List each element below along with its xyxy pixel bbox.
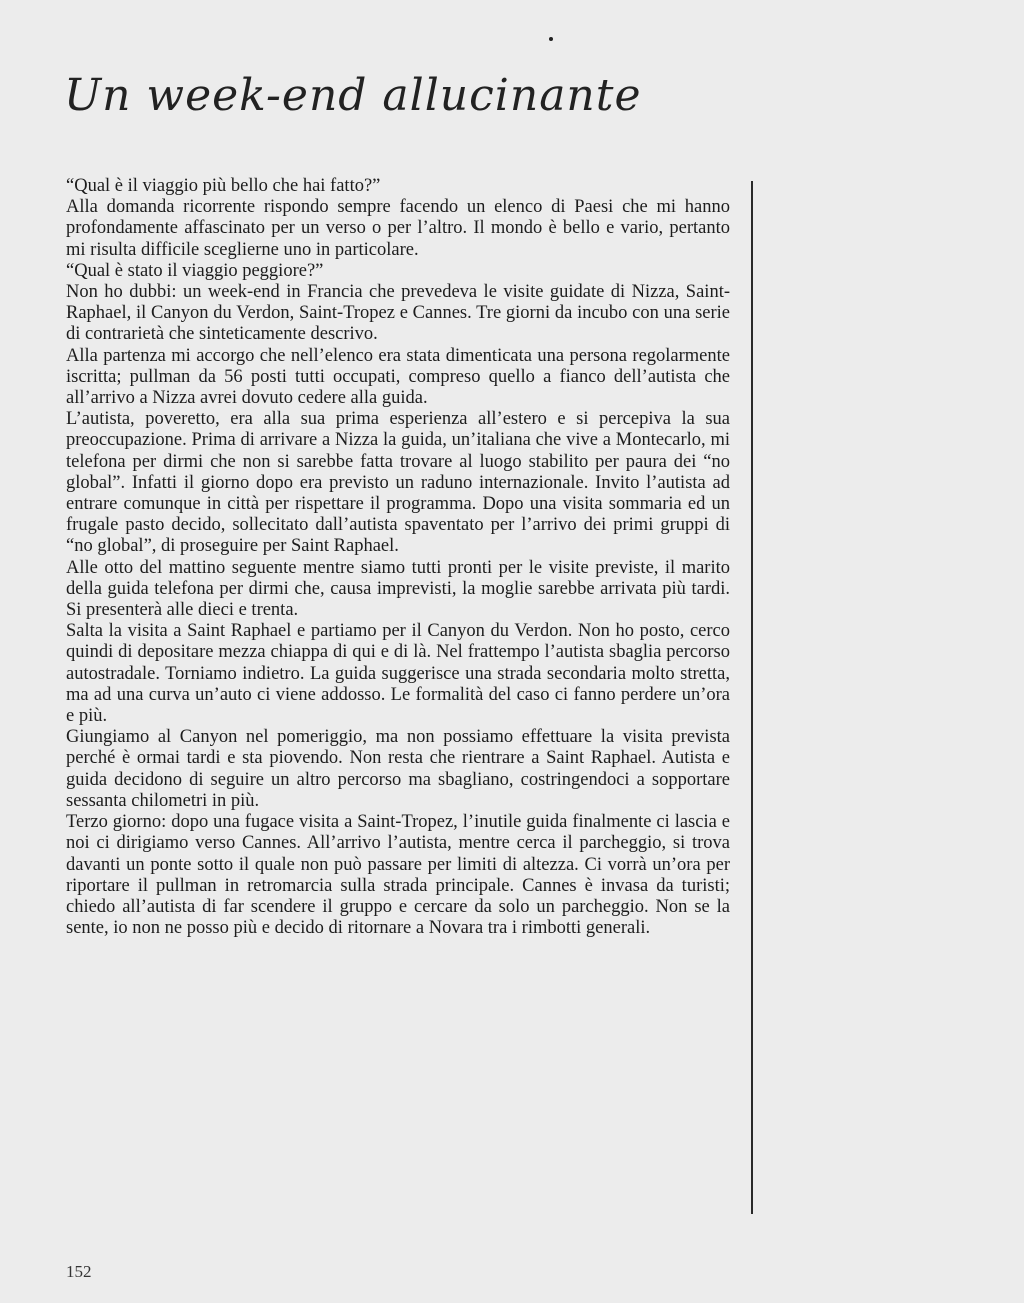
paragraph: “Qual è stato il viaggio peggiore?”	[66, 260, 324, 281]
paragraph: L’autista, poveretto, era alla sua prima esperienza all’estero e si percepiva la sua preoccupazione. Prima di arrivare a Nizza la guida, un’italiana che vive a Montecarlo, mi telefona per dirmi che non si sarebbe fatta trovare al luogo stabilito per paura dei “no global”. Infatti il giorno dopo era previsto un raduno internazionale. Invito l’autista ad entrare comunque in città per rispettare il programma. Dopo una visita sommaria ed un frugale pasto decido, sollecitato dall’autista spaventato per l’arrivo dei primi gruppi di “no global”, di proseguire per Saint Raphael.	[66, 409, 730, 557]
ink-speck	[549, 37, 553, 41]
page-number: 152	[66, 1262, 92, 1281]
paragraph: Alla partenza mi accorgo che nell’elenco era stata dimenticata una persona regolarmente iscritta; pullman da 56 posti tutti occupati, compreso quello a fianco dell’autista che all’arrivo a Nizza avrei dovuto cedere alla guida.	[66, 345, 730, 409]
paragraph: Alla domanda ricorrente rispondo sempre facendo un elenco di Paesi che mi hanno profondamente affascinato per un verso o per l’altro. Il mondo è bello e vario, pertanto mi risulta difficile sceglierne uno in particolare.	[66, 197, 730, 260]
paragraph: Terzo giorno: dopo una fugace visita a Saint-Tropez, l’inutile guida finalmente ci lascia e noi ci dirigiamo verso Cannes. All’arrivo l’autista, mentre cerca il parcheggio, si trova davanti un ponte sotto il quale non può passare per limiti di altezza. Ci vorrà un’ora per riportare il pullman in retromarcia sulla strada principale. Cannes è invasa da turisti; chiedo all’autista di far scendere il gruppo e cercare da solo un parcheggio. Non se la sente, io non ne posso più e decido di ritornare a Novara tra i rimbotti generali.	[66, 812, 730, 939]
paragraph: Alle otto del mattino seguente mentre siamo tutti pronti per le visite previste, il marito della guida telefona per dirmi che, causa imprevisti, la moglie sarebbe arrivata più tardi. Si presenterà alle dieci e trenta.	[66, 557, 730, 621]
paragraph: Giungiamo al Canyon nel pomeriggio, ma non possiamo effettuare la visita prevista perché è ormai tardi e sta piovendo. Non resta che rientrare a Saint Raphael. Autista e guida decidono di seguire un altro percorso ma sbagliano, costringendoci a sopportare sessanta chilometri in più.	[66, 727, 730, 811]
paragraph: Salta la visita a Saint Raphael e partiamo per il Canyon du Verdon. Non ho posto, cerco quindi di depositare mezza chiappa di qui e di là. Nel frattempo l’autista sbaglia percorso autostradale. Torniamo indietro. La guida suggerisce una strada secondaria molto stretta, ma ad una curva un’auto ci viene addosso. Le formalità del caso ci fanno perdere un’ora e più.	[66, 621, 730, 727]
paragraph: Non ho dubbi: un week-end in Francia che prevedeva le visite guidate di Nizza, Saint-Raphael, il Canyon du Verdon, Saint-Tropez e Cannes. Tre giorni da incubo con una serie di contrarietà che sinteticamente descrivo.	[66, 282, 730, 345]
chapter-body	[66, 176, 730, 939]
margin-rule	[751, 181, 753, 1214]
paragraph: “Qual è il viaggio più bello che hai fatto?”	[66, 176, 381, 196]
chapter-title: Un week-end allucinante	[64, 70, 642, 121]
